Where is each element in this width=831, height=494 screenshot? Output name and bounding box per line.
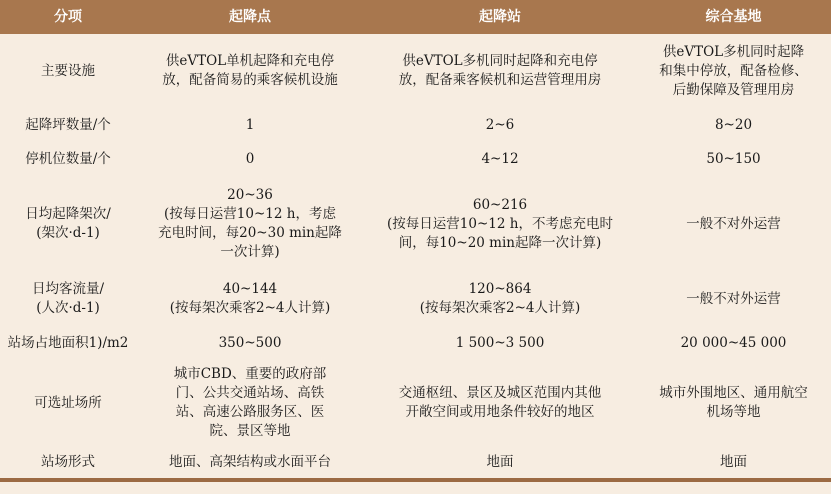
table-row	[0, 446, 831, 480]
table-cell: 一般不对外运营	[686, 215, 781, 232]
table-cell: 地面	[636, 446, 831, 480]
table-cell: 交通枢纽、景区及城区范围内其他 开敞空间或用地条件较好的地区	[398, 385, 602, 420]
row-label: 可选址场所	[34, 394, 102, 411]
table-cell: 20 000~45 000	[680, 334, 787, 351]
table-cell: 一般不对外运营	[686, 290, 781, 307]
row-label: 站场形式	[0, 446, 136, 480]
table-cell: 供eVTOL单机起降和充电停 放，配备简易的乘客候机设施	[162, 53, 338, 88]
table-cell: 350~500	[218, 334, 282, 351]
table-cell: 地面、高架结构或水面平台	[136, 446, 364, 480]
header-vertiport: 起降站	[479, 8, 521, 25]
header-item: 分项	[54, 8, 82, 25]
table-row	[0, 34, 831, 108]
row-label: 停机位数量/个	[25, 150, 111, 167]
table-cell: 2~6	[485, 116, 515, 133]
table-cell: 城市CBD、重要的政府部 门、公共交通站场、高铁 站、高速公路服务区、医 院、景区等地	[173, 366, 327, 439]
row-label: 日均客流量/ (人次·d-1)	[31, 281, 105, 316]
table-row	[0, 176, 831, 272]
table-row	[0, 360, 831, 446]
table-cell: 供eVTOL多机同时起降 和集中停放，配备检修、 后勤保障及管理用房	[659, 43, 808, 98]
table-cell: 20~36 (按每日运营10~12 h，考虑 充电时间，每20~30 min起降 一次计算)	[158, 187, 342, 260]
table-cell: 1 500~3 500	[455, 334, 545, 351]
header-vertihub: 综合基地	[705, 8, 762, 25]
row-label: 主要设施	[41, 62, 95, 79]
table-cell: 0	[245, 150, 255, 167]
row-label: 站场占地面积1)/m2	[7, 334, 129, 351]
table-cell: 供eVTOL多机同时起降和充电停 放，配备乘客候机和运营管理用房	[398, 53, 602, 88]
row-label: 起降坪数量/个	[25, 116, 111, 133]
table-cell: 8~20	[714, 116, 753, 133]
row-label: 日均起降架次/ (架次·d-1)	[25, 206, 111, 241]
table-cell: 120~864 (按每架次乘客2~4人计算)	[419, 281, 581, 316]
table-cell: 地面	[364, 446, 636, 480]
table-cell: 40~144 (按每架次乘客2~4人计算)	[169, 281, 331, 316]
table-row	[0, 108, 831, 142]
table-cell: 1	[245, 116, 255, 133]
table-cell: 4~12	[481, 150, 519, 167]
table-header-row	[0, 0, 831, 34]
table-cell: 50~150	[706, 150, 761, 167]
table-row	[0, 272, 831, 326]
header-vertistop: 起降点	[229, 8, 271, 25]
table-cell: 城市外围地区、通用航空 机场等地	[659, 385, 808, 420]
table-row	[0, 142, 831, 176]
table-cell: 60~216 (按每日运营10~12 h，不考虑充电时 间，每10~20 min起降一次计算)	[387, 196, 613, 251]
table-row	[0, 326, 831, 360]
